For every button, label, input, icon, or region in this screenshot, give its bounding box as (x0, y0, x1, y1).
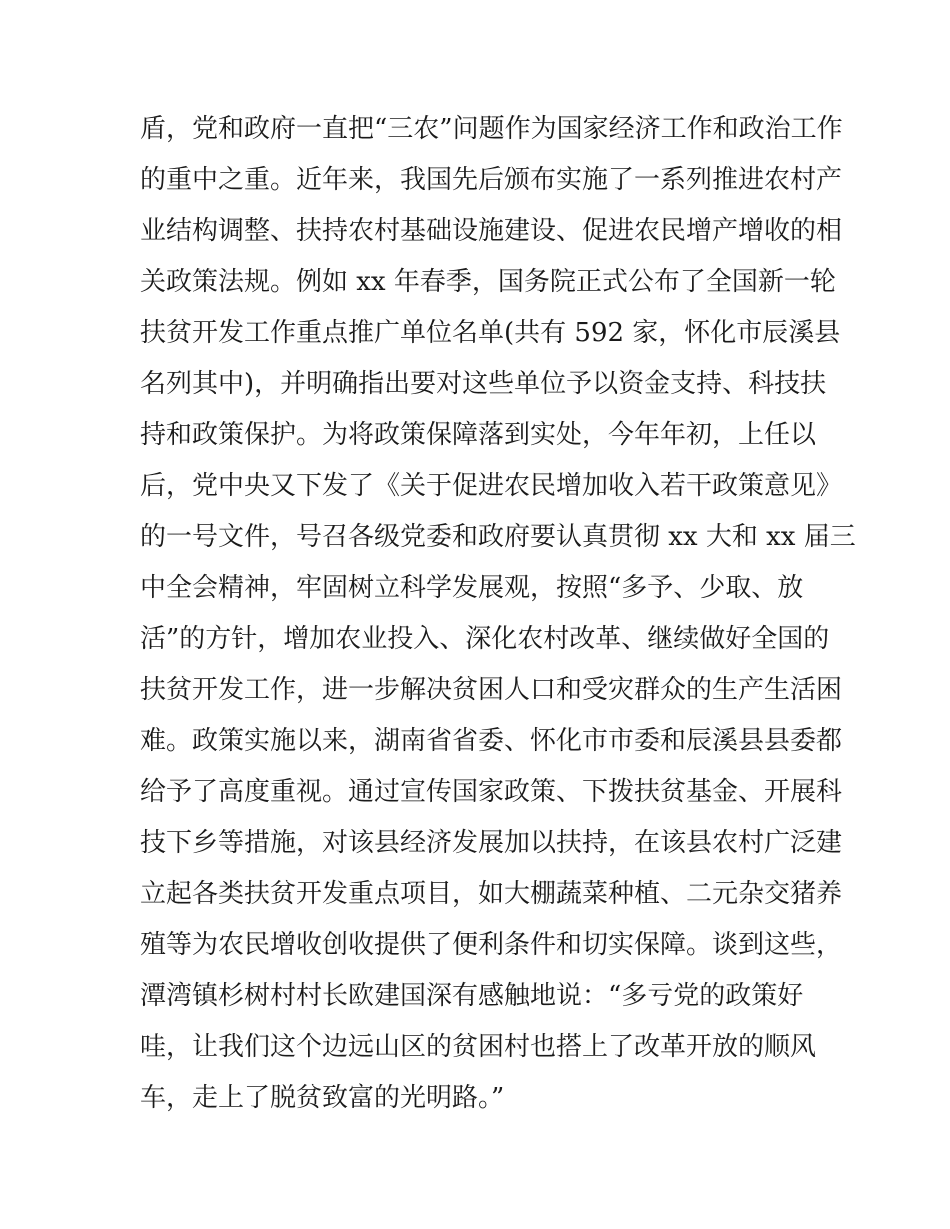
text-line: 扶贫开发工作，进一步解决贫困人口和受灾群众的生产生活困 (140, 675, 843, 705)
text-line: 持和政策保护。为将政策保障落到实处，今年年初，上任以 (140, 420, 817, 450)
text-line: 的重中之重。近年来，我国先后颁布实施了一系列推进农村产 (140, 165, 843, 195)
text-line: 潭湾镇杉树村村长欧建国深有感触地说：“多亏党的政策好 (140, 981, 804, 1011)
text-line: 立起各类扶贫开发重点项目，如大棚蔬菜种植、二元杂交猪养 (140, 879, 843, 909)
text-line: 难。政策实施以来，湖南省省委、怀化市市委和辰溪县县委都 (140, 726, 843, 756)
text-line: 技下乡等措施，对该县经济发展加以扶持，在该县农村广泛建 (140, 828, 843, 858)
text-line: 扶贫开发工作重点推广单位名单(共有 592 家，怀化市辰溪县 (140, 318, 841, 348)
text-line: 中全会精神，牢固树立科学发展观，按照“多予、少取、放 (140, 573, 804, 603)
text-line: 盾，党和政府一直把“三农”问题作为国家经济工作和政治工作 (140, 114, 843, 144)
text-line: 车，走上了脱贫致富的光明路。” (140, 1083, 505, 1113)
text-line: 哇，让我们这个边远山区的贫困村也搭上了改革开放的顺风 (140, 1032, 817, 1062)
text-line: 后，党中央又下发了《关于促进农民增加收入若干政策意见》 (140, 471, 843, 501)
text-line: 名列其中)，并明确指出要对这些单位予以资金支持、科技扶 (140, 369, 827, 399)
text-line: 业结构调整、扶持农村基础设施建设、促进农民增产增收的相 (140, 216, 843, 246)
text-line: 殖等为农民增收创收提供了便利条件和切实保障。谈到这些， (140, 930, 843, 960)
text-line: 关政策法规。例如 xx 年春季，国务院正式公布了全国新一轮 (140, 267, 836, 297)
body-paragraph (140, 104, 856, 1124)
text-line: 给予了高度重视。通过宣传国家政策、下拨扶贫基金、开展科 (140, 777, 843, 807)
text-line: 活”的方针，增加农业投入、深化农村改革、继续做好全国的 (140, 624, 830, 654)
text-line: 的一号文件，号召各级党委和政府要认真贯彻 xx 大和 xx 届三 (140, 522, 856, 552)
